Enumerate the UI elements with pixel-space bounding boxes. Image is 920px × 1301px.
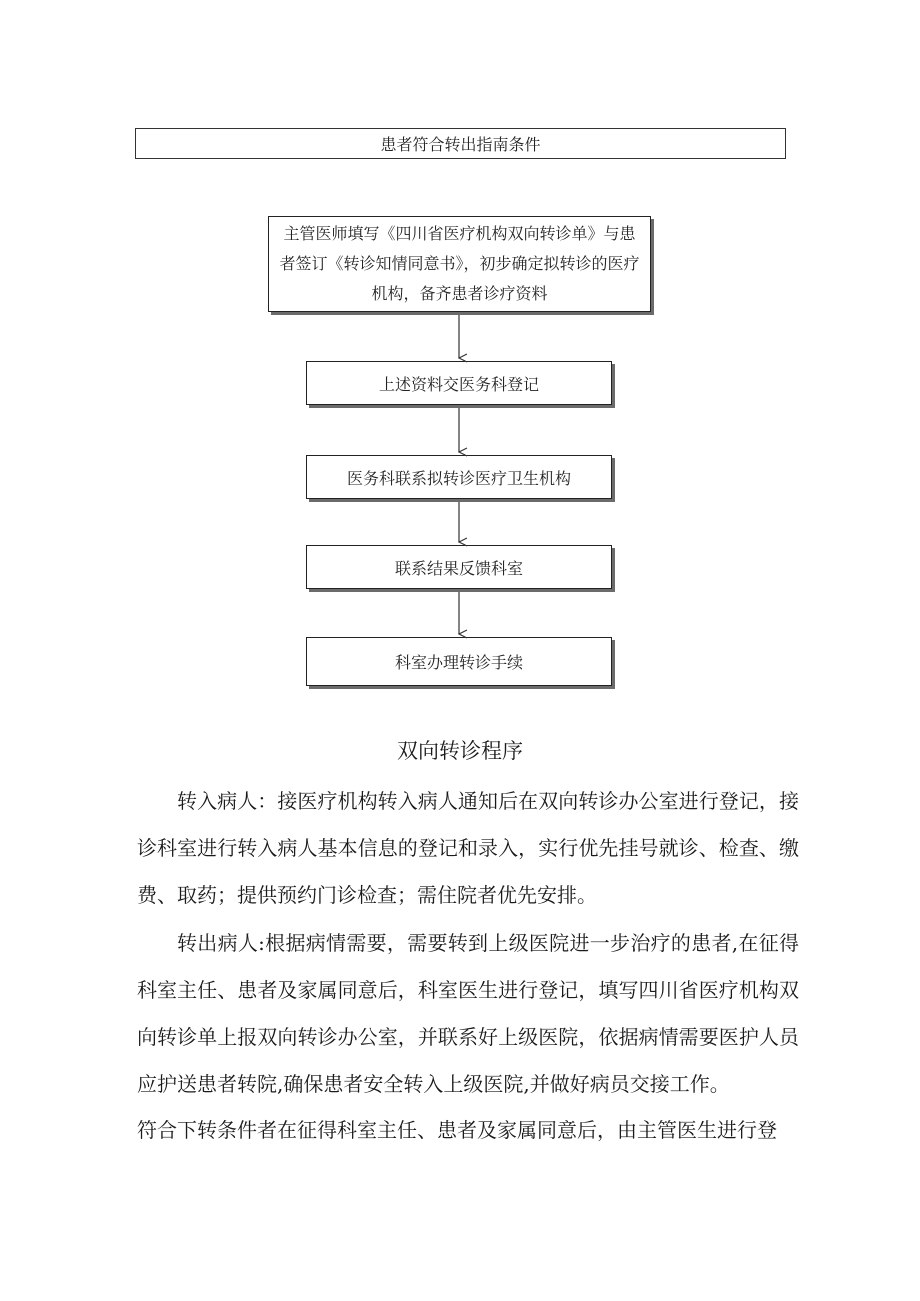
flow-step-5 — [306, 637, 612, 686]
condition-label: 患者符合转出指南条件 — [380, 135, 541, 154]
section-title: 双向转诊程序 — [397, 739, 523, 763]
flow-step-2-label: 上述资料交医务科登记 — [378, 374, 539, 394]
paragraph-transfer-out: 转出病人:根据病情需要，需要转到上级医院进一步治疗的患者,在征得科室主任、患者及家属同意后，科室医生进行登记，填写四川省医疗机构双向转诊单上报双向转诊办公室，并联系好上级医院，依据病情需要医护人员应护送患者转院,确保患者安全转入上级医院,并做好病员交接工作。 — [137, 931, 799, 1096]
paragraph-downward-transfer: 符合下转条件者在征得科室主任、患者及家属同意后，由主管医生进行登 — [137, 1118, 777, 1142]
flow-step-4 — [306, 545, 612, 589]
flow-step-4-label: 联系结果反馈科室 — [394, 558, 523, 578]
flow-step-3-label: 医务科联系拟转诊医疗卫生机构 — [346, 468, 571, 488]
flow-step-5-label: 科室办理转诊手续 — [394, 653, 523, 672]
flow-step-1-label: 主管医师填写《四川省医疗机构双向转诊单》与患者签订《转诊知情同意书》，初步确定拟转诊的医疗机构，备齐患者诊疗资料 — [279, 224, 640, 303]
flow-step-1 — [268, 216, 651, 312]
flow-step-3 — [306, 455, 612, 499]
condition-box — [135, 128, 786, 159]
paragraph-transfer-in: 转入病人：接医疗机构转入病人通知后在双向转诊办公室进行登记，接诊科室进行转入病人基本信息的登记和录入，实行优先挂号就诊、检查、缴费、取药；提供预约门诊检查；需住院者优先安排。 — [137, 789, 799, 907]
flow-step-2 — [306, 361, 612, 405]
